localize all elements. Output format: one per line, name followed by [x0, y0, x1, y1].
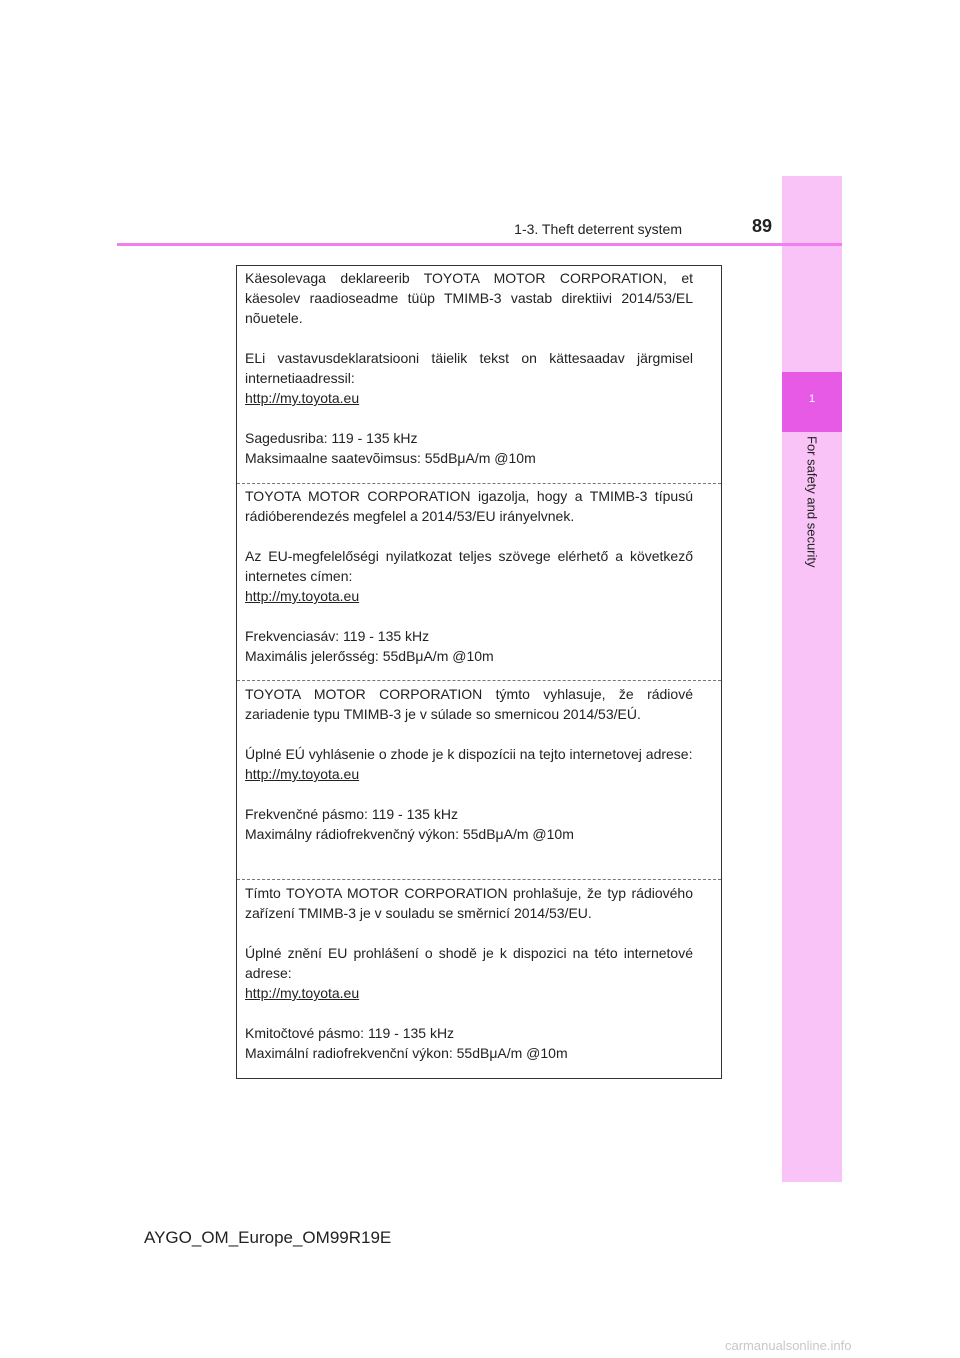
- declaration-availability: ELi vastavusdeklaratsiooni täielik tekst on kättesaadav järgmisel internetiaadressil:: [245, 350, 693, 386]
- declaration-hungarian: [245, 486, 693, 666]
- declaration-statement: Tímto TOYOTA MOTOR CORPORATION prohlašuje, že typ rádiového zařízení TMIMB-3 je v souladu se směrnicí 2014/53/EU.: [245, 885, 693, 921]
- declaration-statement: TOYOTA MOTOR CORPORATION týmto vyhlasuje, že rádiové zariadenie typu TMIMB-3 je v súlade so smernicou 2014/53/EÚ.: [245, 686, 693, 722]
- chapter-number: 1: [808, 393, 816, 405]
- declaration-czech: [245, 883, 693, 1063]
- declaration-box: [236, 265, 722, 1079]
- frequency-band: Frekvenčné pásmo: 119 - 135 kHz: [245, 806, 458, 822]
- declaration-statement: TOYOTA MOTOR CORPORATION igazolja, hogy a TMIMB-3 típusú rádióberendezés megfelel a 2014/53/EU irányelvnek.: [245, 488, 693, 524]
- declaration-link[interactable]: http://my.toyota.eu: [245, 588, 360, 604]
- header-rule: [117, 243, 842, 246]
- declaration-link[interactable]: http://my.toyota.eu: [245, 766, 360, 782]
- watermark: carmanualsonline.info: [725, 1338, 852, 1353]
- declaration-availability: Az EU-megfelelőségi nyilatkozat teljes szövege elérhető a következő internetes címen:: [245, 548, 693, 584]
- frequency-band: Sagedusriba: 119 - 135 kHz: [245, 430, 418, 446]
- declaration-estonian: [245, 268, 693, 468]
- frequency-band: Kmitočtové pásmo: 119 - 135 kHz: [245, 1025, 455, 1041]
- document-code: AYGO_OM_Europe_OM99R19E: [144, 1228, 392, 1247]
- declaration-link[interactable]: http://my.toyota.eu: [245, 985, 360, 1001]
- chapter-label: For safety and security: [804, 436, 820, 568]
- max-power: Maximální radiofrekvenční výkon: 55dBμA/m @10m: [245, 1045, 568, 1061]
- section-title: 1-3. Theft deterrent system: [514, 221, 682, 237]
- max-power: Maksimaalne saatevõimsus: 55dBμA/m @10m: [245, 450, 536, 466]
- block-divider: [237, 680, 721, 681]
- frequency-band: Frekvenciasáv: 119 - 135 kHz: [245, 628, 430, 644]
- declaration-statement: Käesolevaga deklareerib TOYOTA MOTOR CORPORATION, et käesolev raadioseadme tüüp TMIMB-3 vastab direktiivi 2014/53/EL nõuetele.: [245, 270, 693, 326]
- declaration-link[interactable]: http://my.toyota.eu: [245, 390, 360, 406]
- declaration-availability: Úplné znění EU prohlášení o shodě je k dispozici na této internetové adrese:: [245, 945, 693, 981]
- chapter-side-tab: [782, 176, 842, 1182]
- declaration-availability: Úplné EÚ vyhlásenie o zhode je k dispozícii na tejto internetovej adrese:: [245, 746, 693, 762]
- page-number: 89: [751, 216, 772, 236]
- block-divider: [237, 879, 721, 880]
- declaration-slovak: [245, 684, 693, 844]
- max-power: Maximális jelerősség: 55dBμA/m @10m: [245, 648, 494, 664]
- max-power: Maximálny rádiofrekvenčný výkon: 55dBμA/m @10m: [245, 826, 574, 842]
- block-divider: [237, 483, 721, 484]
